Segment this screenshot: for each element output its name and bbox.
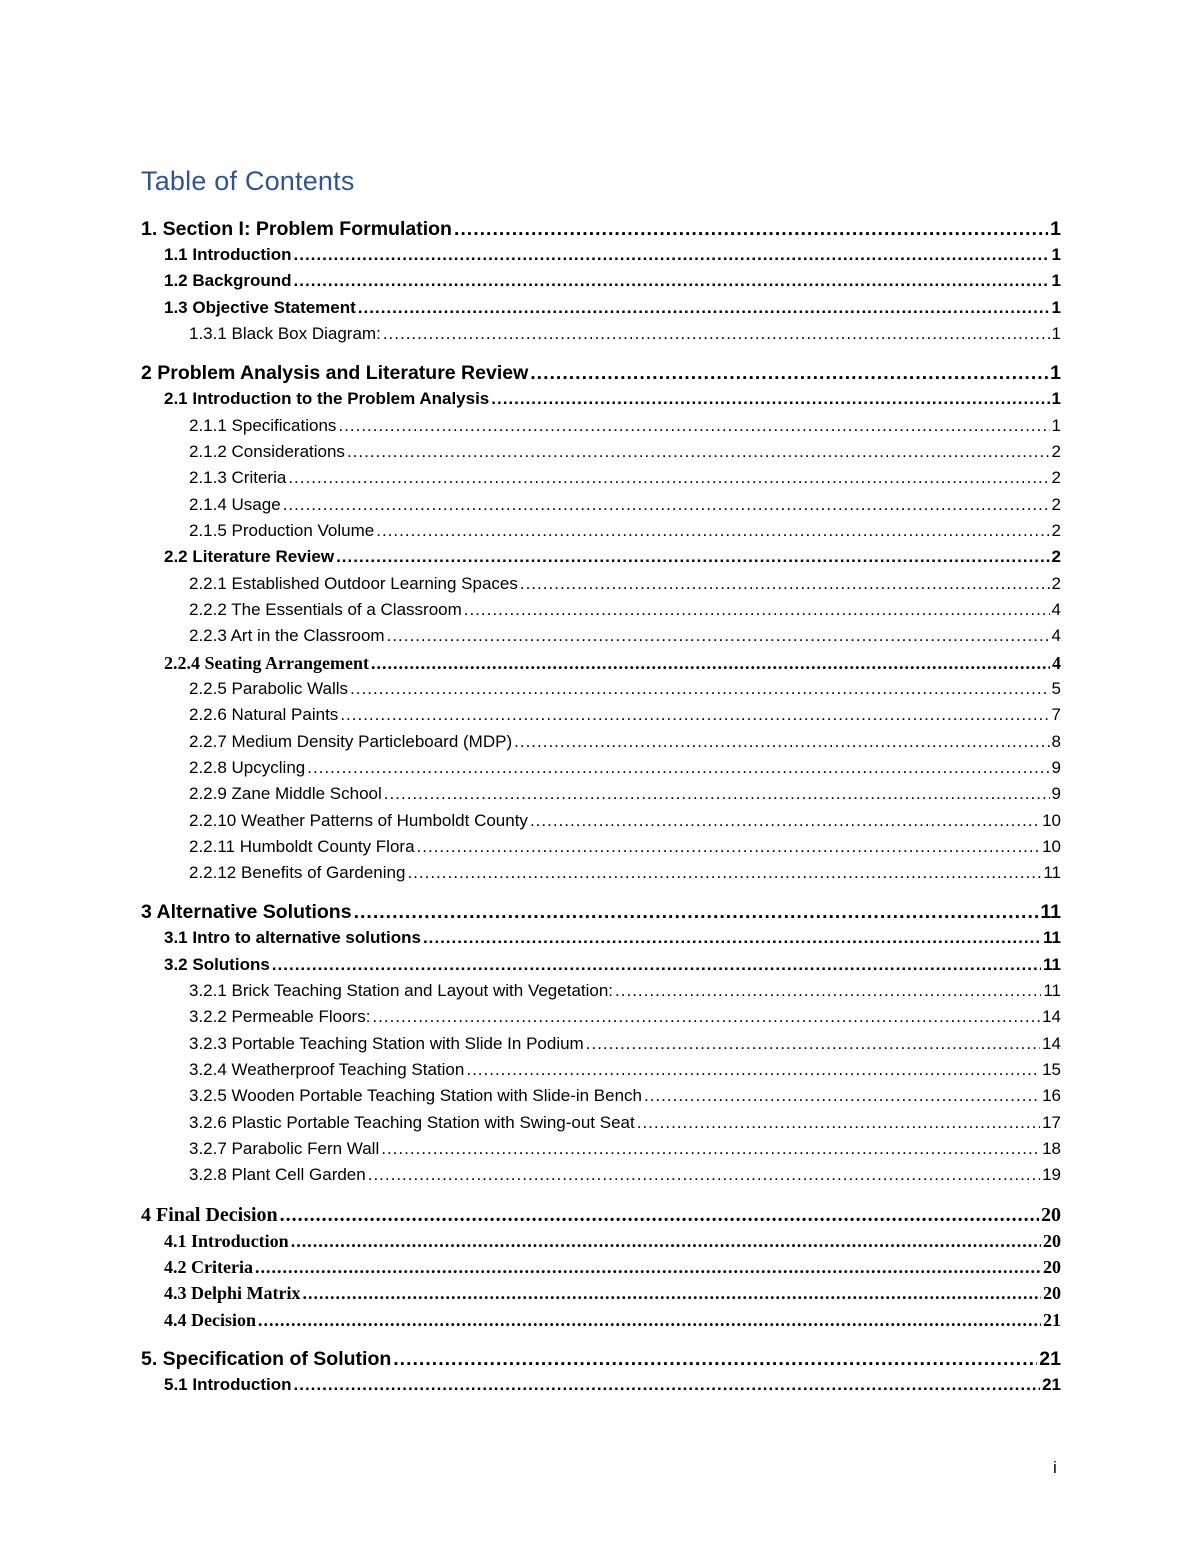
- toc-entry-page-number: 9: [1051, 784, 1061, 804]
- toc-entry-page-number: 10: [1042, 810, 1061, 830]
- toc-entry[interactable]: [141, 676, 1061, 702]
- dot-leader: [417, 834, 1041, 860]
- toc-entry-page-number: 20: [1043, 1256, 1061, 1277]
- toc-entry-page-number: 8: [1051, 731, 1061, 751]
- dot-leader: [255, 1254, 1041, 1280]
- toc-entry[interactable]: [141, 650, 1061, 676]
- toc-entry-page-number: 9: [1051, 757, 1061, 777]
- toc-entry-label: 2.2.12 Benefits of Gardening: [189, 863, 406, 883]
- dot-leader: [466, 1057, 1040, 1083]
- toc-entry[interactable]: [141, 242, 1061, 268]
- toc-entry-label: 2.1.5 Production Volume: [189, 521, 375, 541]
- toc-entry-page-number: 10: [1042, 836, 1061, 856]
- toc-entry-label: 2 Problem Analysis and Literature Review: [141, 362, 529, 385]
- toc-entry[interactable]: [141, 216, 1061, 242]
- toc-entry-page-number: 1: [1051, 415, 1061, 435]
- toc-entry-label: 4.4 Decision: [164, 1309, 256, 1330]
- dot-leader: [376, 518, 1049, 544]
- toc-entry-page-number: 20: [1043, 1230, 1061, 1251]
- toc-entry[interactable]: [141, 755, 1061, 781]
- toc-entry[interactable]: [141, 834, 1061, 860]
- dot-leader: [383, 321, 1050, 347]
- toc-entry-page-number: 4: [1051, 600, 1061, 620]
- toc-entry-page-number: 16: [1042, 1086, 1061, 1106]
- toc-entry[interactable]: [141, 702, 1061, 728]
- toc-entry-page-number: 19: [1042, 1165, 1061, 1185]
- toc-entry-label: 2.2.4 Seating Arrangement: [164, 652, 369, 673]
- toc-entry-page-number: 1: [1050, 362, 1061, 385]
- toc-entry-page-number: 1: [1051, 271, 1061, 291]
- toc-entry[interactable]: [141, 808, 1061, 834]
- toc-entry[interactable]: [141, 439, 1061, 465]
- toc-entry[interactable]: [141, 1254, 1061, 1280]
- toc-entry-page-number: 21: [1039, 1348, 1061, 1371]
- toc-entry-label: 4.2 Criteria: [164, 1256, 253, 1277]
- toc-entry-page-number: 14: [1042, 1007, 1061, 1027]
- dot-leader: [368, 1162, 1040, 1188]
- dot-leader: [358, 295, 1050, 321]
- dot-leader: [514, 729, 1049, 755]
- dot-leader: [294, 268, 1050, 294]
- dot-leader: [491, 386, 1049, 412]
- toc-entry-label: 3.2.1 Brick Teaching Station and Layout with Vegetation:: [189, 981, 614, 1001]
- dot-leader: [530, 808, 1040, 834]
- dot-leader: [464, 597, 1050, 623]
- toc-entry[interactable]: [141, 925, 1061, 951]
- dot-leader: [354, 899, 1039, 925]
- toc-entry[interactable]: [141, 360, 1061, 386]
- toc-entry-page-number: 18: [1042, 1138, 1061, 1158]
- dot-leader: [280, 1202, 1039, 1228]
- toc-entry-label: 2.1.2 Considerations: [189, 442, 345, 462]
- toc-entry[interactable]: [141, 1202, 1061, 1228]
- toc-entry-label: 4.1 Introduction: [164, 1230, 289, 1251]
- toc-entry-label: 2.2.2 The Essentials of a Classroom: [189, 600, 462, 620]
- toc-entry[interactable]: [141, 860, 1061, 886]
- dot-leader: [272, 952, 1041, 978]
- dot-leader: [294, 1372, 1041, 1398]
- toc-entry-label: 2.2.9 Zane Middle School: [189, 784, 382, 804]
- toc-entry[interactable]: [141, 899, 1061, 925]
- toc-entry-page-number: 2: [1051, 442, 1061, 462]
- toc-entry-label: 4.3 Delphi Matrix: [164, 1283, 301, 1304]
- toc-entry-label: 2.2.6 Natural Paints: [189, 705, 339, 725]
- toc-entry-page-number: 15: [1042, 1060, 1061, 1080]
- toc-entry[interactable]: [141, 1004, 1061, 1030]
- toc-entry-page-number: 11: [1043, 928, 1061, 948]
- toc-entry-label: 2.2.8 Upcycling: [189, 757, 306, 777]
- dot-leader: [338, 413, 1049, 439]
- table-of-contents: [141, 216, 1061, 1399]
- toc-entry-label: 5. Specification of Solution: [141, 1348, 392, 1371]
- toc-entry[interactable]: [141, 321, 1061, 347]
- toc-entry-page-number: 14: [1042, 1033, 1061, 1053]
- dot-leader: [586, 1031, 1040, 1057]
- toc-entry-page-number: 2: [1051, 521, 1061, 541]
- toc-entry[interactable]: [141, 1031, 1061, 1057]
- dot-leader: [423, 925, 1041, 951]
- toc-entry-label: 4 Final Decision: [141, 1203, 278, 1226]
- dot-leader: [283, 492, 1050, 518]
- toc-entry[interactable]: [141, 465, 1061, 491]
- toc-entry[interactable]: [141, 386, 1061, 412]
- toc-entry[interactable]: [141, 623, 1061, 649]
- dot-leader: [303, 1280, 1042, 1306]
- toc-entry[interactable]: [141, 1162, 1061, 1188]
- toc-entry-label: 3.2.2 Permeable Floors:: [189, 1007, 371, 1027]
- toc-entry[interactable]: [141, 1346, 1061, 1372]
- dot-leader: [381, 1136, 1040, 1162]
- dot-leader: [347, 439, 1050, 465]
- dot-leader: [288, 465, 1049, 491]
- toc-entry-page-number: 4: [1052, 652, 1061, 673]
- toc-entry-page-number: 2: [1051, 547, 1061, 567]
- dot-leader: [520, 571, 1050, 597]
- toc-entry-page-number: 1: [1050, 218, 1061, 240]
- toc-entry-label: 2.2.5 Parabolic Walls: [189, 679, 349, 699]
- toc-entry-label: 3.2.3 Portable Teaching Station with Slide In Podium: [189, 1033, 584, 1053]
- toc-entry[interactable]: [141, 978, 1061, 1004]
- toc-entry-page-number: 7: [1051, 705, 1061, 725]
- dot-leader: [372, 1004, 1040, 1030]
- toc-entry-label: 2.2.7 Medium Density Particleboard (MDP): [189, 731, 513, 751]
- toc-entry-label: 1.2 Background: [164, 271, 292, 291]
- toc-entry-label: 1. Section I: Problem Formulation: [141, 218, 452, 240]
- toc-entry[interactable]: [141, 729, 1061, 755]
- toc-entry-page-number: 21: [1042, 1375, 1061, 1395]
- dot-leader: [393, 1346, 1037, 1372]
- toc-entry-label: 2.2.1 Established Outdoor Learning Spaces: [189, 573, 518, 593]
- toc-entry-label: 5.1 Introduction: [164, 1375, 292, 1395]
- toc-entry[interactable]: [141, 1280, 1061, 1306]
- toc-entry-label: 2.2.11 Humboldt County Flora: [189, 836, 415, 856]
- toc-entry[interactable]: [141, 1228, 1061, 1254]
- dot-leader: [291, 1228, 1041, 1254]
- toc-entry-label: 2.1.4 Usage: [189, 494, 281, 514]
- toc-entry-page-number: 21: [1043, 1309, 1061, 1330]
- toc-entry-page-number: 11: [1043, 863, 1061, 883]
- toc-entry-label: 3.2.4 Weatherproof Teaching Station: [189, 1060, 465, 1080]
- toc-entry-label: 3 Alternative Solutions: [141, 901, 352, 924]
- toc-entry-label: 2.1 Introduction to the Problem Analysis: [164, 389, 490, 409]
- toc-entry-page-number: 11: [1040, 901, 1061, 924]
- toc-entry-page-number: 4: [1051, 626, 1061, 646]
- toc-entry-page-number: 11: [1043, 981, 1061, 1001]
- toc-entry-label: 3.1 Intro to alternative solutions: [164, 928, 421, 948]
- toc-entry-label: 1.3.1 Black Box Diagram:: [189, 324, 381, 344]
- toc-entry[interactable]: [141, 571, 1061, 597]
- dot-leader: [336, 544, 1049, 570]
- toc-entry-label: 2.2 Literature Review: [164, 547, 335, 567]
- toc-entry[interactable]: [141, 1057, 1061, 1083]
- toc-entry-page-number: 20: [1041, 1203, 1061, 1226]
- dot-leader: [615, 978, 1041, 1004]
- dot-leader: [294, 242, 1050, 268]
- toc-entry[interactable]: [141, 952, 1061, 978]
- page-title: Table of Contents: [141, 166, 355, 196]
- toc-entry-label: 2.2.3 Art in the Classroom: [189, 626, 385, 646]
- toc-entry-page-number: 17: [1042, 1112, 1061, 1132]
- toc-entry-label: 3.2 Solutions: [164, 954, 270, 974]
- toc-entry-label: 1.1 Introduction: [164, 245, 292, 264]
- toc-entry-label: 3.2.5 Wooden Portable Teaching Station with Slide-in Bench: [189, 1086, 642, 1106]
- dot-leader: [387, 623, 1050, 649]
- toc-entry-page-number: 1: [1051, 324, 1061, 344]
- toc-entry-page-number: 20: [1043, 1283, 1061, 1304]
- dot-leader: [384, 781, 1050, 807]
- toc-entry-label: 3.2.8 Plant Cell Garden: [189, 1165, 366, 1185]
- toc-entry[interactable]: [141, 544, 1061, 570]
- toc-entry[interactable]: [141, 597, 1061, 623]
- toc-entry-page-number: 11: [1043, 954, 1061, 974]
- toc-entry-label: 1.3 Objective Statement: [164, 297, 356, 317]
- dot-leader: [258, 1307, 1041, 1333]
- toc-entry[interactable]: [141, 1136, 1061, 1162]
- toc-entry-page-number: 1: [1051, 389, 1061, 409]
- toc-entry-label: 2.1.1 Specifications: [189, 415, 337, 435]
- dot-leader: [340, 702, 1049, 728]
- dot-leader: [454, 216, 1048, 242]
- toc-entry[interactable]: [141, 1083, 1061, 1109]
- dot-leader: [644, 1083, 1040, 1109]
- toc-entry-label: 3.2.6 Plastic Portable Teaching Station with Swing-out Seat: [189, 1112, 635, 1132]
- toc-entry-label: 3.2.7 Parabolic Fern Wall: [189, 1138, 380, 1158]
- dot-leader: [307, 755, 1049, 781]
- toc-entry[interactable]: [141, 413, 1061, 439]
- toc-entry-label: 2.2.10 Weather Patterns of Humboldt County: [189, 810, 528, 830]
- page-number: i: [1053, 1458, 1057, 1477]
- toc-entry[interactable]: [141, 268, 1061, 294]
- dot-leader: [371, 650, 1050, 676]
- dot-leader: [530, 360, 1048, 386]
- toc-entry[interactable]: [141, 1110, 1061, 1136]
- dot-leader: [350, 676, 1049, 702]
- toc-entry[interactable]: [141, 781, 1061, 807]
- toc-entry-page-number: 5: [1051, 679, 1061, 699]
- dot-leader: [407, 860, 1041, 886]
- toc-entry-page-number: 1: [1051, 245, 1061, 264]
- toc-entry[interactable]: [141, 518, 1061, 544]
- toc-entry[interactable]: [141, 492, 1061, 518]
- toc-entry-page-number: 2: [1051, 468, 1061, 488]
- dot-leader: [637, 1110, 1040, 1136]
- toc-entry[interactable]: [141, 295, 1061, 321]
- toc-entry-page-number: 1: [1051, 297, 1061, 317]
- toc-entry[interactable]: [141, 1372, 1061, 1398]
- toc-entry-label: 2.1.3 Criteria: [189, 468, 287, 488]
- toc-entry-page-number: 2: [1051, 494, 1061, 514]
- toc-entry[interactable]: [141, 1307, 1061, 1333]
- toc-entry-page-number: 2: [1051, 573, 1061, 593]
